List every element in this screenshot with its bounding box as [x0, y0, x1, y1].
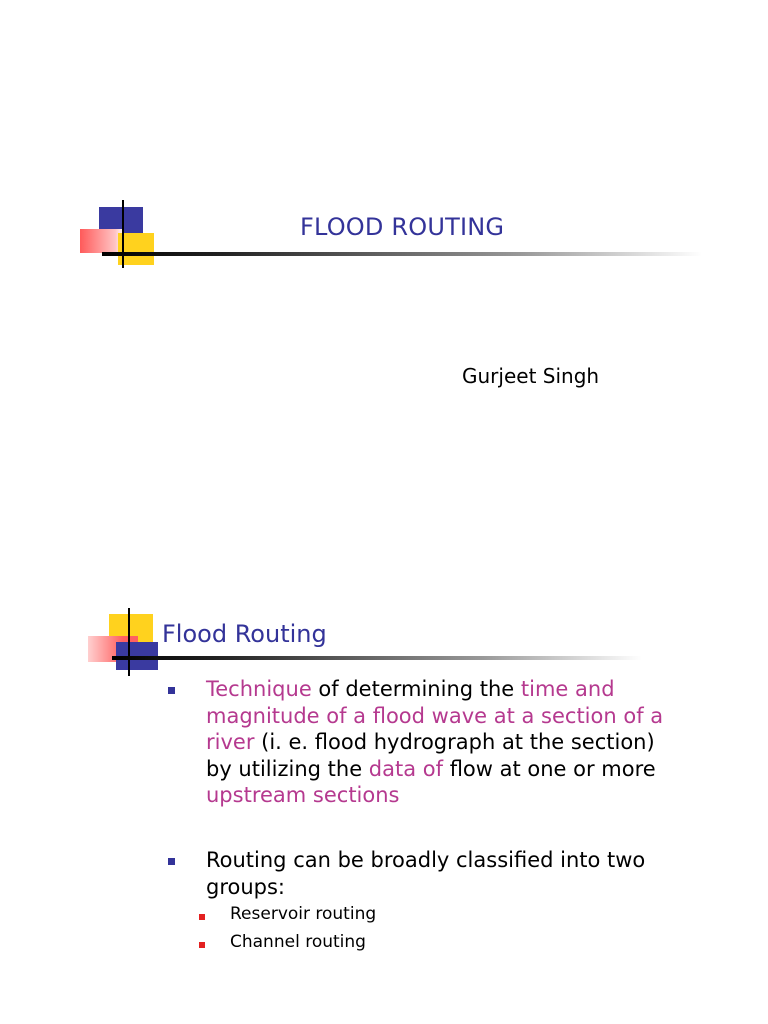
bullet-1-text: Technique of determining the time and magnitude of a flood wave at a section of a river (i. e. flood hydrograph at the section) by utilizing the data of flow at one or more upstream sections	[206, 677, 664, 807]
slide-2	[0, 512, 768, 1024]
author-name: Gurjeet Singh	[462, 364, 600, 388]
slide-logo	[0, 0, 768, 300]
logo-vertical-line	[128, 608, 130, 676]
bullet-marker	[168, 687, 175, 694]
sub-bullet-marker	[199, 914, 205, 920]
logo-vertical-line	[122, 200, 124, 268]
bullet-2-text: Routing can be broadly classified into two groups:	[206, 848, 646, 899]
sub-item-reservoir: Reservoir routing	[230, 904, 377, 924]
sub-bullet-marker	[199, 942, 205, 948]
title-underline	[102, 252, 702, 256]
page-title: FLOOD ROUTING	[300, 213, 505, 241]
bullet-marker	[168, 858, 175, 865]
sub-item-channel: Channel routing	[230, 932, 366, 952]
title-underline	[112, 656, 642, 660]
slide-title: Flood Routing	[162, 620, 327, 648]
